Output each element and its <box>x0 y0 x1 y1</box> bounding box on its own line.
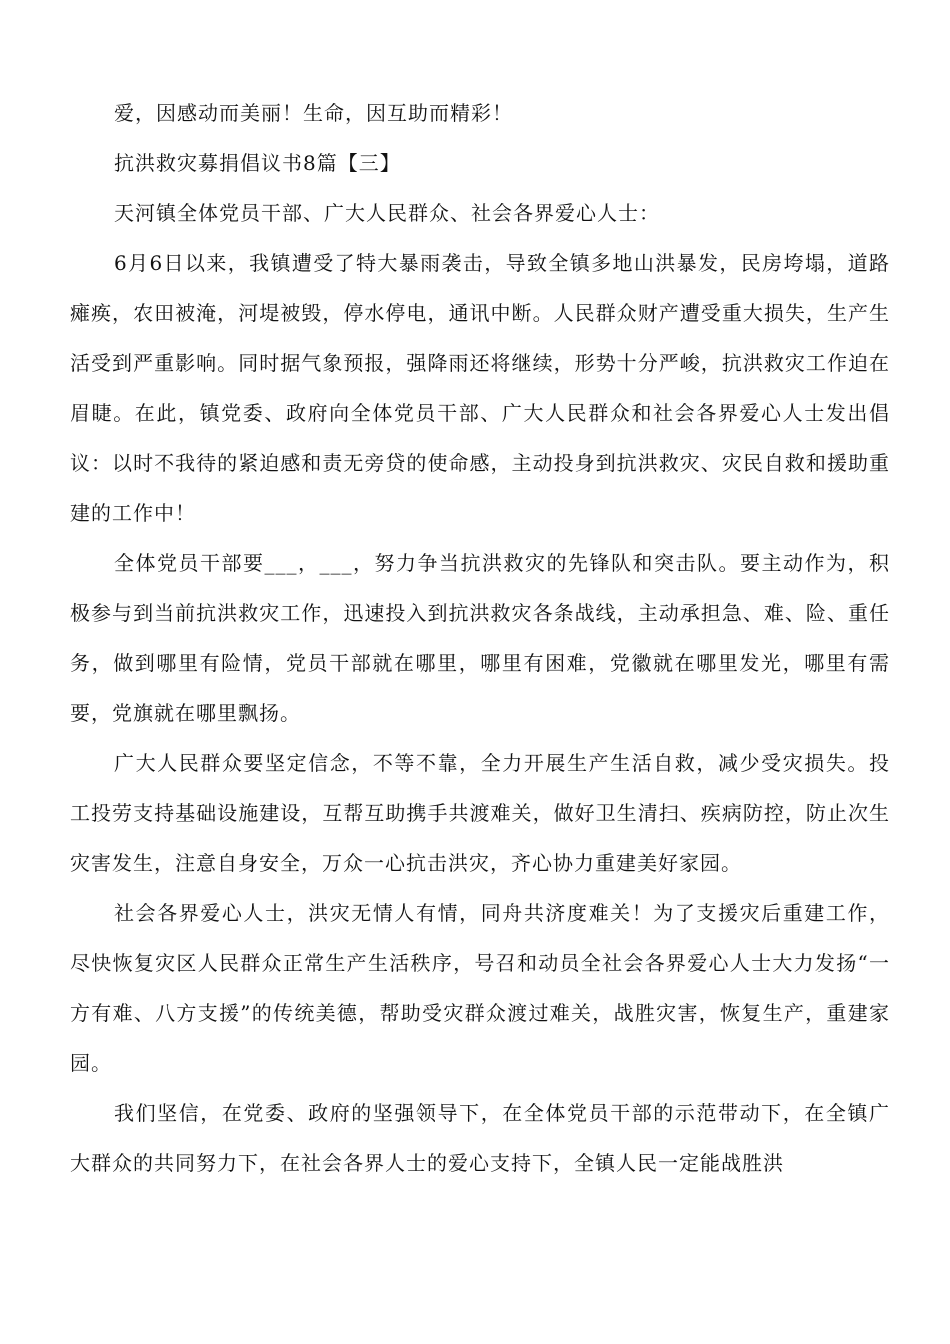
body-paragraph-society: 社会各界爱心人士，洪灾无情人有情，同舟共济度难关！为了支援灾后重建工作，尽快恢复灾区人民群众正常生产生活秩序，号召和动员全社会各界爱心人士大力发扬“一方有难、八方支援”的传统美德，帮助受灾群众渡过难关，战胜灾害，恢复生产，重建家园。 <box>70 901 890 1075</box>
body-paragraph-belief: 我们坚信，在党委、政府的坚强领导下，在全体党员干部的示范带动下，在全镇广大群众的共同努力下，在社会各界人士的爱心支持下，全镇人民一定能战胜洪 <box>70 1101 890 1175</box>
body-paragraph-party-members: 全体党员干部要___，___，努力争当抗洪救灾的先锋队和突击队。要主动作为，积极参与到当前抗洪救灾工作，迅速投入到抗洪救灾各条战线，主动承担急、难、险、重任务，做到哪里有险情，党员干部就在哪里，哪里有困难，党徽就在哪里发光，哪里有需要，党旗就在哪里飘扬。 <box>70 551 890 725</box>
body-paragraph-public: 广大人民群众要坚定信念，不等不靠，全力开展生产生活自救，减少受灾损失。投工投劳支持基础设施建设，互帮互助携手共渡难关，做好卫生清扫、疾病防控，防止次生灾害发生，注意自身安全，万众一心抗击洪灾，齐心协力重建美好家园。 <box>70 751 890 875</box>
salutation: 天河镇全体党员干部、广大人民群众、社会各界爱心人士： <box>114 201 660 225</box>
closing-line: 爱，因感动而美丽！生命，因互助而精彩！ <box>114 101 513 125</box>
body-paragraph-situation: 6月6日以来，我镇遭受了特大暴雨袭击，导致全镇多地山洪暴发，民房垮塌，道路瘫痪，农田被淹，河堤被毁，停水停电，通讯中断。人民群众财产遭受重大损失，生产生活受到严重影响。同时据气象预报，强降雨还将继续，形势十分严峻，抗洪救灾工作迫在眉睫。在此，镇党委、政府向全体党员干部、广大人民群众和社会各界爱心人士发出倡议：以时不我待的紧迫感和责无旁贷的使命感，主动投身到抗洪救灾、灾民自救和援助重建的工作中！ <box>70 251 890 525</box>
section-title: 抗洪救灾募捐倡议书8篇【三】 <box>114 151 401 175</box>
